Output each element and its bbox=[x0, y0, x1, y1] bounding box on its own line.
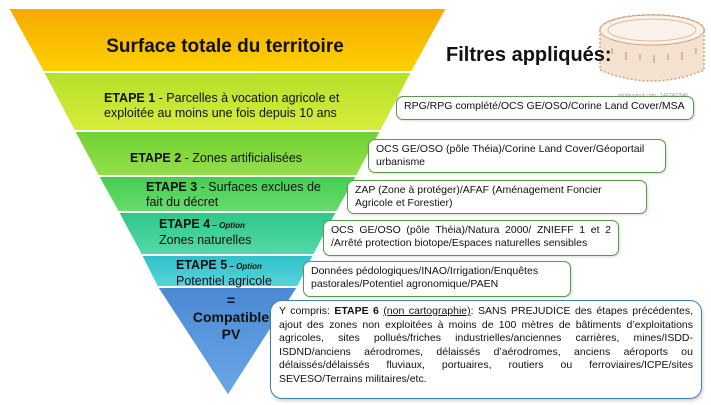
compatible-word: Compatible bbox=[192, 309, 270, 325]
step-6-prefix: Y compris: bbox=[279, 305, 335, 317]
etape-2-text: - Zones artificialisées bbox=[181, 151, 303, 165]
etape-4-text: Zones naturelles bbox=[159, 233, 252, 247]
filter-box-etape-3: ZAP (Zone à protéger)/AFAF (Aménagement Foncier Agricole et Forestier) bbox=[347, 180, 647, 214]
etape-5-option: – Option bbox=[227, 262, 262, 271]
etape-4-label bbox=[159, 217, 319, 248]
etape-5-label bbox=[176, 258, 306, 289]
etape-4-option: – Option bbox=[210, 221, 245, 230]
etape-4-step: ETAPE 4 bbox=[159, 217, 211, 231]
step-6-box bbox=[270, 300, 702, 399]
etape-3-label bbox=[146, 180, 336, 210]
pv-word: PV bbox=[221, 326, 241, 342]
etape-2-label bbox=[130, 151, 360, 166]
filters-heading: Filtres appliqués: bbox=[446, 44, 612, 66]
filter-box-etape-2: OCS GE/OSO (pôle Théia)/Corine Land Cover/Géoportail urbanisme bbox=[368, 139, 666, 173]
step-6-paren: (non cartographie) bbox=[383, 305, 471, 317]
etape-3-text: - Surfaces exclues de fait du décret bbox=[146, 180, 321, 209]
etape-1-label bbox=[104, 91, 364, 121]
equals-sign: = bbox=[226, 292, 236, 308]
step-6-text: : SANS PREJUDICE des étapes précédentes, ajout des zones non exploitées à moins de 100 mètres de bâtiments d’exploitations agricoles, sites pollués/friches industrielles/anciennes carrières, mines/ISDD-ISDND/anciens aérodromes, délaissés d’aérodromes, anciens aéroports ou délaissés/délaissés fluviaux, portuaires, routiers ou ferroviaires/ICPE/sites SEVESO/Terrains militaires/etc. bbox=[279, 305, 693, 385]
etape-1-text: - Parcelles à vocation agricole et exploitée au moins une fois depuis 10 ans bbox=[104, 91, 340, 120]
etape-5-text: Potentiel agricole bbox=[176, 274, 272, 288]
funnel-title: Surface totale du territoire bbox=[106, 36, 344, 57]
tape-measure-illustration bbox=[600, 15, 704, 81]
step-6-title: ETAPE 6 bbox=[334, 305, 379, 317]
filter-box-etape-1: RPG/RPG complété/OCS GE/OSO/Corine Land Cover/MSA bbox=[396, 96, 694, 120]
etape-1-step: ETAPE 1 bbox=[104, 91, 156, 105]
filter-box-etape-5: Données pédologiques/INAO/Irrigation/Enquêtes pastorales/Potentiel agronomique/PAEN bbox=[303, 261, 571, 297]
etape-3-step: ETAPE 3 bbox=[146, 180, 198, 194]
etape-2-step: ETAPE 2 bbox=[130, 151, 182, 165]
etape-5-step: ETAPE 5 bbox=[176, 258, 228, 272]
filter-box-etape-4: OCS GE/OSO (pôle Théia)/Natura 2000/ ZNIEFF 1 et 2 /Arrêté protection biotope/Espaces naturelles sensibles bbox=[323, 220, 619, 256]
